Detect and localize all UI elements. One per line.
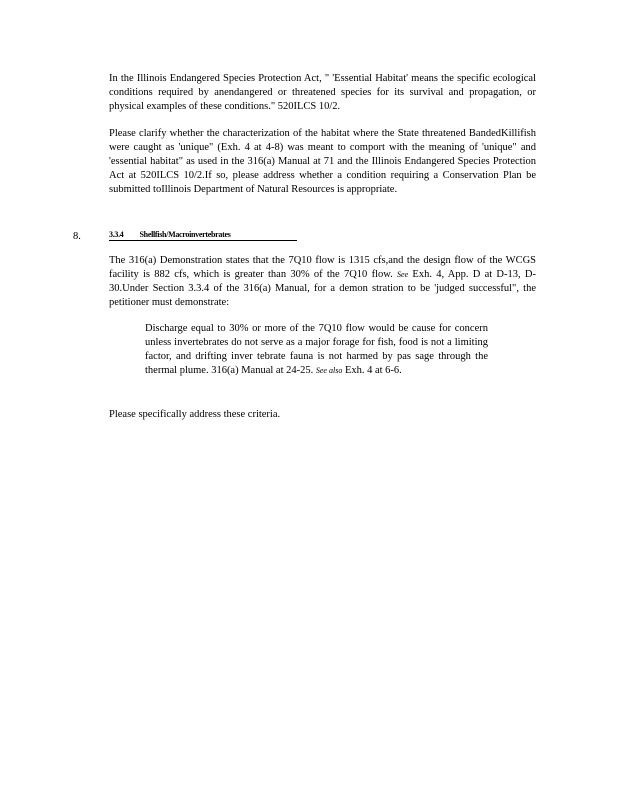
citation-signal-see-also: See also <box>315 366 343 375</box>
block-quote-citation: Exh. 4 at 6-6. <box>344 365 402 376</box>
section-title: Shellfish/Macroinvertebrates <box>139 230 231 239</box>
section-number: 8. <box>73 231 81 242</box>
paragraph-address-criteria: Please specifically address these criteria. <box>109 409 281 420</box>
block-quote <box>145 322 488 378</box>
paragraph-demonstration <box>109 254 536 310</box>
block-quote-text: Discharge equal to 30% or more of the 7Q10 flow would be cause for concern unless invertebrates do not serve as a major forage for fish, food is not a limiting factor, and drifting inver tebrate fauna is not harmed by pas sage through the thermal plume. 316(a) Manual at 24-25. <box>145 323 488 376</box>
section-heading <box>109 230 297 241</box>
citation-signal-see: See <box>397 270 409 279</box>
paragraph-demonstration-text-b: Exh. 4, App. D at D-13, D-30.Under Section 3.3.4 of the 316(a) Manual, for a demon stration to be 'judged successful", the petitioner must demonstrate: <box>109 269 536 308</box>
paragraph-demonstration-text-a: The 316(a) Demonstration states that the 7Q10 flow is 1315 cfs,and the design flow of the WCGS facility is 882 cfs, which is greater than 30% of the 7Q10 flow. <box>109 255 536 280</box>
paragraph-essential-habitat-definition: In the Illinois Endangered Species Protection Act, " 'Essential Habitat' means the specific ecological conditions required by anendangered or threatened species for its survival and propagation, or physical examples of these conditions." 520ILCS 10/2. <box>109 73 536 112</box>
section-code: 3.3.4 <box>109 230 124 239</box>
paragraph-clarify-request: Please clarify whether the characterization of the habitat where the State threatened BandedKillifish were caught as 'unique" (Exh. 4 at 4-8) was meant to comport with the meaning of 'unique" and 'essential habitat" as used in the 316(a) Manual at 71 and the Illinois Endangered Species Protection Act at 520ILCS 10/2.If so, please address whether a condition requiring a Conservation Plan be submitted toIllinois Department of Natural Resources is appropriate. <box>109 128 536 195</box>
